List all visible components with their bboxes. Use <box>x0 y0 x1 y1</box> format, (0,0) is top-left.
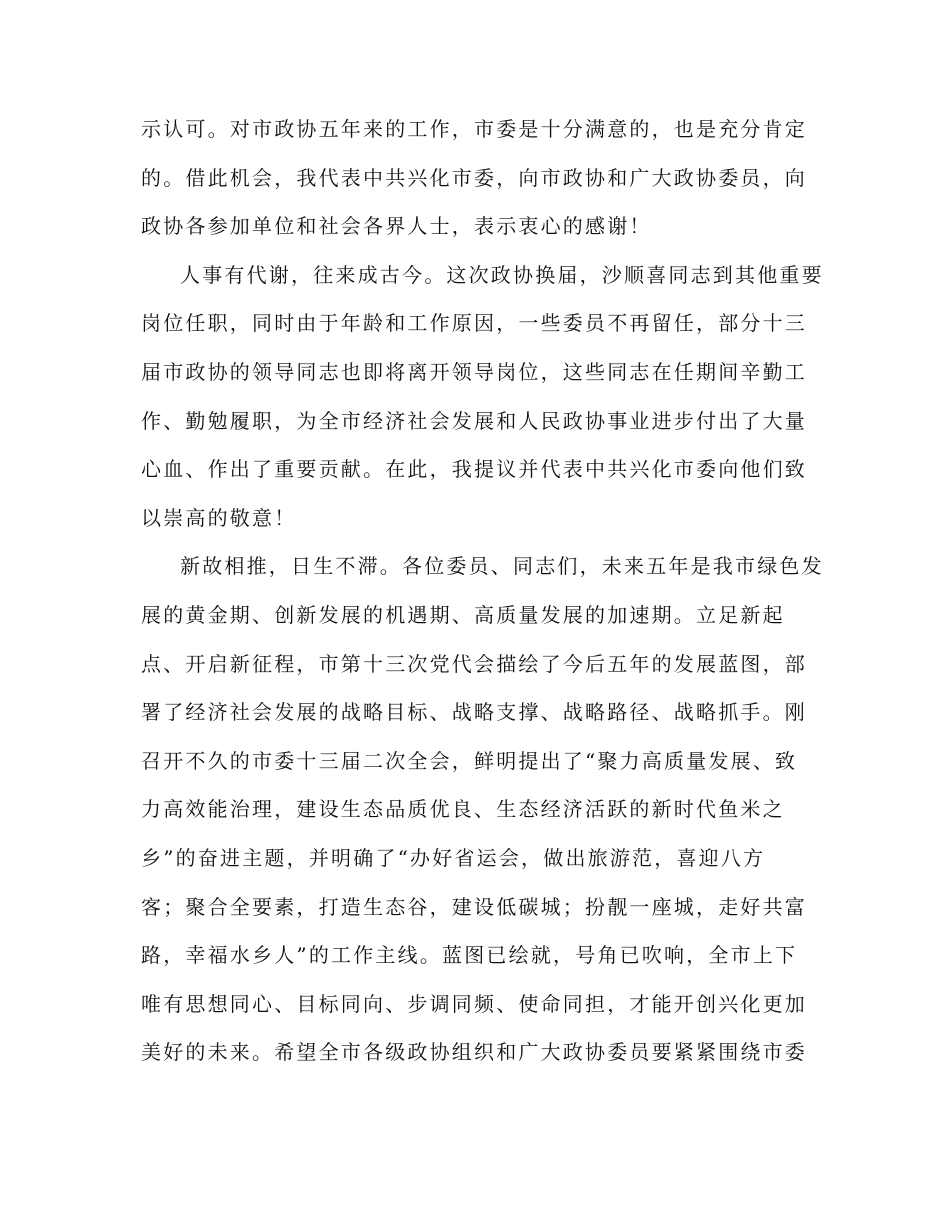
text-line: 客；聚合全要素，打造生态谷，建设低碳城；扮靓一座城，走好共富 <box>141 894 807 919</box>
text-line: 乡”的奋进主题，并明确了“办好省运会，做出旅游范，喜迎八方 <box>141 845 766 870</box>
text-line: 岗位任职，同时由于年龄和工作原因，一些委员不再留任，部分十三 <box>141 311 807 336</box>
body-text <box>141 105 824 1077</box>
text-line: 届市政协的领导同志也即将离开领导岗位，这些同志在任期间辛勤工 <box>141 359 807 384</box>
paragraph <box>141 251 824 543</box>
text-line: 的。借此机会，我代表中共兴化市委，向市政协和广大政协委员，向 <box>141 165 807 190</box>
text-line: 新故相推，日生不滞。各位委员、同志们，未来五年是我市绿色发 <box>180 554 824 579</box>
text-line: 美好的未来。希望全市各级政协组织和广大政协委员要紧紧围绕市委 <box>141 1040 807 1065</box>
text-line: 展的黄金期、创新发展的机遇期、高质量发展的加速期。立足新起 <box>141 602 785 627</box>
text-line: 心血、作出了重要贡献。在此，我提议并代表中共兴化市委向他们致 <box>141 457 807 482</box>
text-line: 人事有代谢，往来成古今。这次政协换届，沙顺喜同志到其他重要 <box>180 262 824 287</box>
text-line: 以崇高的敬意！ <box>141 505 297 530</box>
paragraph <box>141 542 824 1077</box>
text-line: 唯有思想同心、目标同向、步调同频、使命同担，才能开创兴化更加 <box>141 991 807 1016</box>
paragraph <box>141 105 821 251</box>
text-line: 作、勤勉履职，为全市经济社会发展和人民政协事业进步付出了大量 <box>141 408 807 433</box>
text-line: 示认可。对市政协五年来的工作，市委是十分满意的，也是充分肯定 <box>141 117 807 141</box>
text-line: 署了经济社会发展的战略目标、战略支撑、战略路径、战略抓手。刚 <box>141 700 807 725</box>
text-line: 点、开启新征程，市第十三次党代会描绘了今后五年的发展蓝图，部 <box>141 651 807 676</box>
text-line: 力高效能治理，建设生态品质优良、生态经济活跃的新时代鱼米之 <box>141 797 785 822</box>
text-line: 政协各参加单位和社会各界人士，表示衷心的感谢！ <box>141 214 652 239</box>
text-line: 路，幸福水乡人”的工作主线。蓝图已绘就，号角已吹响，全市上下 <box>141 943 798 968</box>
text-line: 召开不久的市委十三届二次全会，鲜明提出了“聚力高质量发展、致 <box>141 748 798 773</box>
